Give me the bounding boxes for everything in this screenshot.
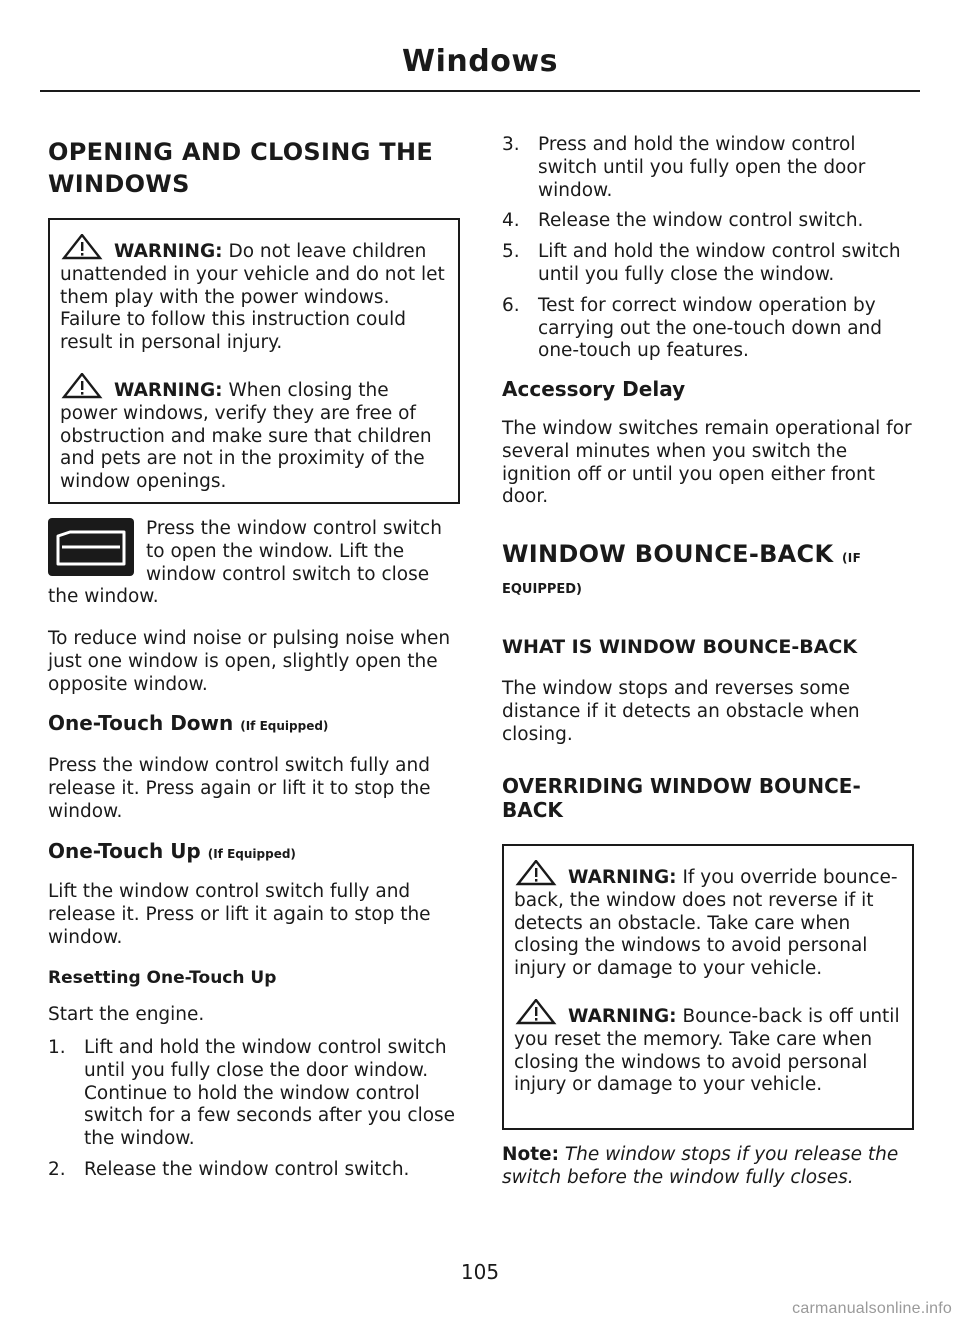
wind-noise-text: To reduce wind noise or pulsing noise when just one window is open, slightly open the opposite window. xyxy=(48,628,451,695)
header-rule xyxy=(40,90,920,92)
accessory-delay-heading: Accessory Delay xyxy=(502,377,686,401)
warning-triangle-icon xyxy=(514,999,568,1025)
warning-label: WARNING: xyxy=(568,867,677,888)
warning-closing xyxy=(60,373,448,494)
warning-children xyxy=(60,234,448,355)
warning-label: WARNING: xyxy=(114,241,223,262)
warning-label: WARNING: xyxy=(114,379,223,401)
list-item: 4. Release the window control switch. xyxy=(502,210,864,232)
bounce-back-qualifier: EQUIPPED) xyxy=(502,582,582,597)
page-number: 105 xyxy=(460,1260,500,1284)
warning-box-right xyxy=(502,844,914,1130)
switch-instruction xyxy=(48,518,460,609)
page-header-title: Windows xyxy=(402,44,558,79)
warning-memory xyxy=(514,999,902,1097)
list-item: 6. Test for correct window operation by carrying out the one-touch down and one-touch up features. xyxy=(502,294,883,362)
what-is-bounce-back-text: The window stops and reverses some distance if it detects an obstacle when closing. xyxy=(502,678,860,745)
accessory-delay-text: The window switches remain operational for several minutes when you switch the ignition off or until you open either front door. xyxy=(502,418,912,508)
note-text: Note: The window stops if you release the switch before the window fully closes. xyxy=(502,1144,899,1188)
window-switch-icon xyxy=(48,518,134,576)
warning-triangle-icon xyxy=(60,373,114,399)
warning-override xyxy=(514,860,902,981)
window-bounce-back-heading: WINDOW BOUNCE-BACK (IF xyxy=(502,540,862,568)
resetting-heading: Resetting One-Touch Up xyxy=(48,968,277,988)
warning-triangle-icon xyxy=(60,234,114,260)
warning-triangle-icon xyxy=(514,860,568,886)
switch-instruction-text: Press the window control switch to open the window. Lift the window control switch to close the window. xyxy=(48,518,442,608)
one-touch-down-heading: One-Touch Down (If Equipped) xyxy=(48,711,329,735)
list-item: 1. Lift and hold the window control switch until you fully close the door window. Continue to hold the window control switch for a few seconds after you close the window. xyxy=(48,1037,456,1150)
warning-box-left xyxy=(48,218,460,504)
list-item: 2. Release the window control switch. xyxy=(48,1158,410,1180)
what-is-bounce-back-heading: WHAT IS WINDOW BOUNCE-BACK xyxy=(502,636,858,658)
warning-text: Bounce-back is off until you reset the memory. Take care when closing the windows to avoid personal injury or damage to your vehicle. xyxy=(514,1005,900,1096)
warning-text: If you override bounce-back, the window does not reverse if it detects an obstacle. Take care when closing the windows to avoid personal injury or damage to your vehicle. xyxy=(514,867,898,980)
reset-steps-list xyxy=(48,1037,460,1182)
one-touch-up-heading: One-Touch Up (If Equipped) xyxy=(48,839,296,863)
start-engine-text: Start the engine. xyxy=(48,1004,205,1025)
warning-text: When closing the power windows, verify they are free of obstruction and make sure that children and pets are not in the proximity of the window openings. xyxy=(60,379,432,493)
list-item: 5. Lift and hold the window control switch until you fully close the window. xyxy=(502,241,901,285)
overriding-bounce-back-heading: OVERRIDING WINDOW BOUNCE-BACK xyxy=(502,774,861,822)
list-item: 3. Press and hold the window control switch until you fully open the door window. xyxy=(502,134,866,201)
one-touch-down-text: Press the window control switch fully and release it. Press again or lift it to stop the window. xyxy=(48,755,431,822)
warning-label: WARNING: xyxy=(568,1005,677,1027)
section-heading-opening-closing: OPENING AND CLOSING THE WINDOWS xyxy=(48,138,434,198)
one-touch-up-text: Lift the window control switch fully and release it. Press or lift it again to stop the window. xyxy=(48,881,431,948)
reset-steps-continued xyxy=(502,134,914,363)
watermark: carmanualsonline.info xyxy=(792,1300,952,1317)
warning-text: Do not leave children unattended in your vehicle and do not let them play with the power windows. Failure to follow this instruction could result in personal injury. xyxy=(60,241,445,354)
